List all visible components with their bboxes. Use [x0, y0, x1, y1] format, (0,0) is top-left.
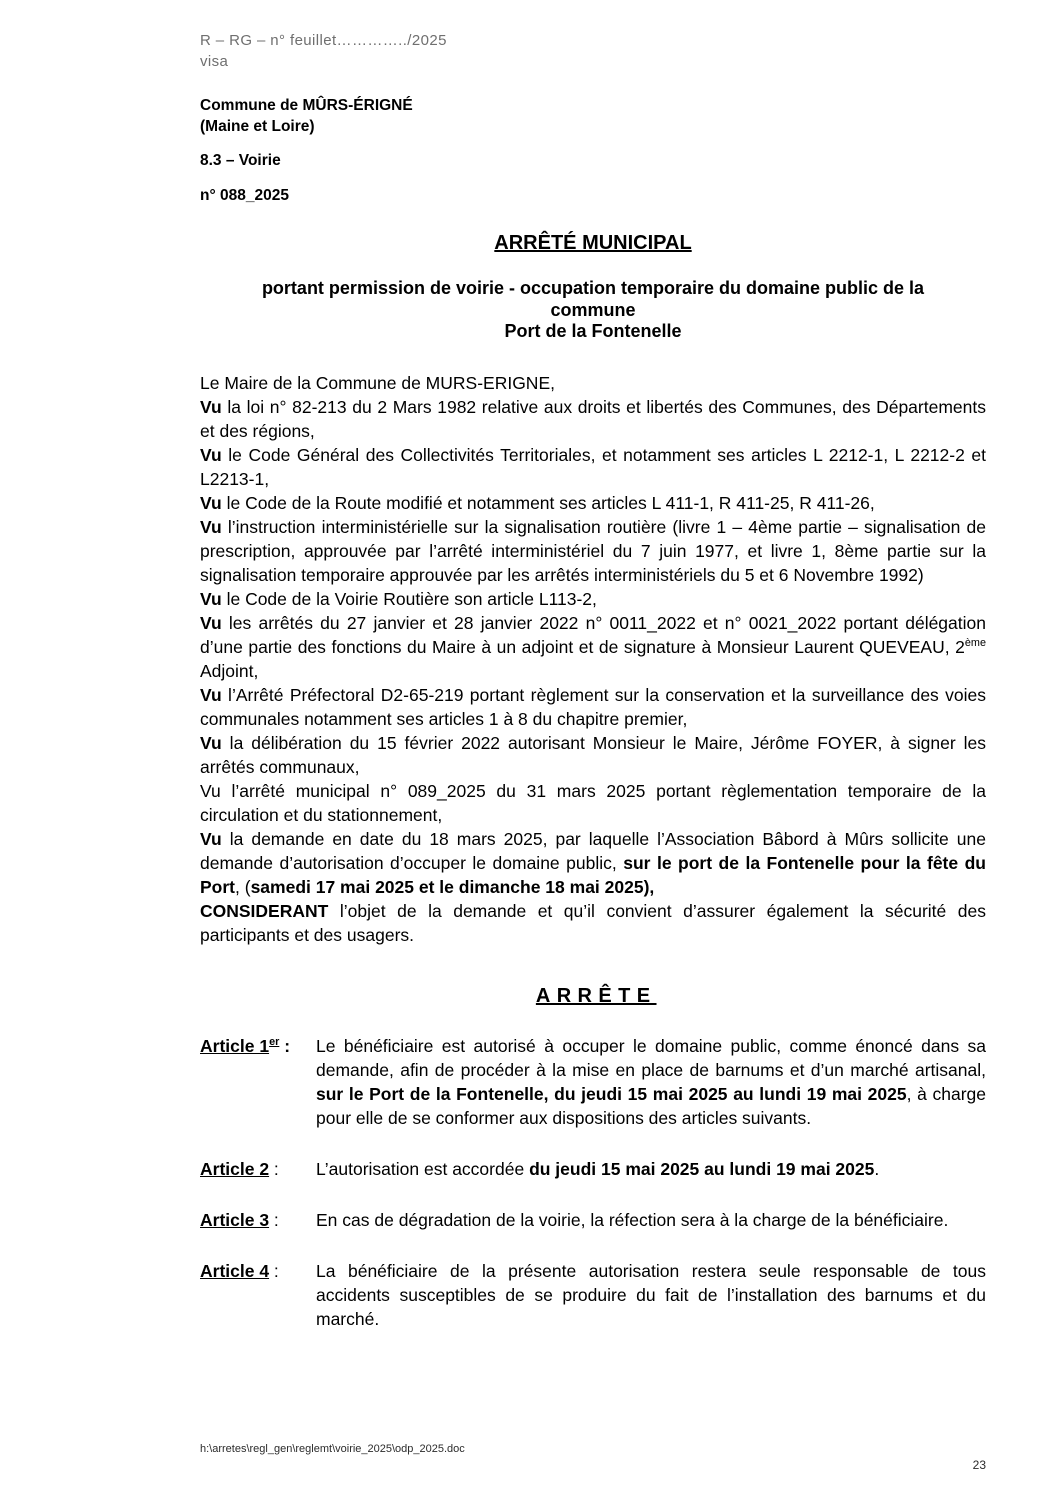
subtitle-line: commune [550, 299, 636, 320]
category-line: 8.3 – Voirie [200, 152, 281, 169]
article-2-label: Article 2 : [200, 1158, 279, 1179]
commune-name: Commune de MÛRS-ÉRIGNÉ [200, 97, 413, 114]
article-3-label: Article 3 : [200, 1209, 279, 1230]
subtitle-line: Port de la Fontenelle [504, 321, 682, 341]
preamble-paragraph: Vu les arrêtés du 27 janvier et 28 janvier 2022 n° 0011_2022 et n° 0021_2022 portant délégation d’une partie des fonctions du Maire à un adjoint et de signature à Monsieur Laurent QUEVEAU, 2ème Adjoint, [200, 612, 986, 681]
article-4-text: La bénéficiaire de la présente autorisation restera seule responsable de tous accidents susceptibles de se produire du fait de l’installation des barnums et du marché. [316, 1260, 986, 1329]
article-4 [200, 1259, 986, 1331]
preamble-paragraph: CONSIDERANT l’objet de la demande et qu’il convient d’assurer également la sécurité des participants et des usagers. [200, 900, 986, 945]
preamble-paragraph: Vu le Code de la Route modifié et notamment ses articles L 411-1, R 411-25, R 411-26, [200, 492, 875, 513]
visa-label: visa [200, 53, 229, 70]
registry-line: R – RG – n° feuillet…………../2025 [200, 32, 447, 49]
registry-header [200, 30, 986, 72]
subtitle-line: portant permission de voirie - occupation temporaire du domaine public de la [261, 278, 925, 298]
preamble-paragraph: Vu la loi n° 82-213 du 2 Mars 1982 relative aux droits et libertés des Communes, des Départements et des régions, [200, 396, 986, 441]
commune-department: (Maine et Loire) [200, 117, 315, 135]
footer-file-path: h:\arretes\regl_gen\reglemt\voirie_2025\odp_2025.doc [200, 1443, 465, 1455]
document-title-text: ARRÊTÉ MUNICIPAL [494, 232, 692, 254]
preamble-section [200, 371, 986, 947]
article-2-text: L’autorisation est accordée du jeudi 15 mai 2025 au lundi 19 mai 2025. [316, 1158, 880, 1179]
preamble-paragraph: Vu le Code Général des Collectivités Territoriales, et notamment ses articles L 2212-1, L 2212-2 et L2213-1, [200, 444, 986, 489]
document-subtitle [200, 278, 986, 343]
article-3-text: En cas de dégradation de la voirie, la réfection sera à la charge de la bénéficiaire. [316, 1209, 949, 1230]
preamble-paragraph: Le Maire de la Commune de MURS-ERIGNE, [200, 372, 555, 393]
article-1-label: Article 1er : [200, 1035, 291, 1056]
document-number: n° 088_2025 [200, 187, 289, 204]
preamble-paragraph: Vu la demande en date du 18 mars 2025, par laquelle l’Association Bâbord à Mûrs sollicite une demande d’autorisation d’occuper le domaine public, sur le port de la Fontenelle pour la fête du Port, (samedi 17 mai 2025 et le dimanche 18 mai 2025), [200, 828, 986, 897]
article-2 [200, 1157, 986, 1181]
articles-section [200, 1034, 986, 1331]
document-content [200, 0, 986, 1358]
arrete-heading-text: ARRÊTE [535, 984, 657, 1007]
article-3 [200, 1208, 986, 1232]
preamble-paragraph: Vu l’instruction interministérielle sur la signalisation routière (livre 1 – 4ème partie – signalisation de prescription, approuvée par l’arrêté interministériel du 7 juin 1977, et livre 1, 8ème partie sur la signalisation temporaire approuvée par les arrêtés interministériels du 5 et 6 Novembre 1992) [200, 516, 986, 585]
arrete-section-heading [200, 985, 986, 1008]
article-1 [200, 1034, 986, 1130]
document-title [200, 232, 986, 255]
preamble-paragraph: Vu l’Arrêté Préfectoral D2-65-219 portant règlement sur la conservation et la surveillance des voies communales notamment ses articles 1 à 8 du chapitre premier, [200, 684, 986, 729]
preamble-paragraph: Vu l’arrêté municipal n° 089_2025 du 31 mars 2025 portant règlementation temporaire de la circulation et du stationnement, [200, 780, 986, 825]
article-1-text: Le bénéficiaire est autorisé à occuper le domaine public, comme énoncé dans sa demande, afin de procéder à la mise en place de barnums et d’un marché artisanal, sur le Port de la Fontenelle, du jeudi 15 mai 2025 au lundi 19 mai 2025, à charge pour elle de se conformer aux dispositions des articles suivants. [316, 1035, 986, 1128]
preamble-paragraph: Vu la délibération du 15 février 2022 autorisant Monsieur le Maire, Jérôme FOYER, à signer les arrêtés communaux, [200, 732, 986, 777]
commune-block [200, 96, 986, 137]
page-number: 23 [972, 1458, 986, 1472]
article-4-label: Article 4 : [200, 1260, 279, 1281]
preamble-paragraph: Vu le Code de la Voirie Routière son article L113-2, [200, 588, 597, 609]
